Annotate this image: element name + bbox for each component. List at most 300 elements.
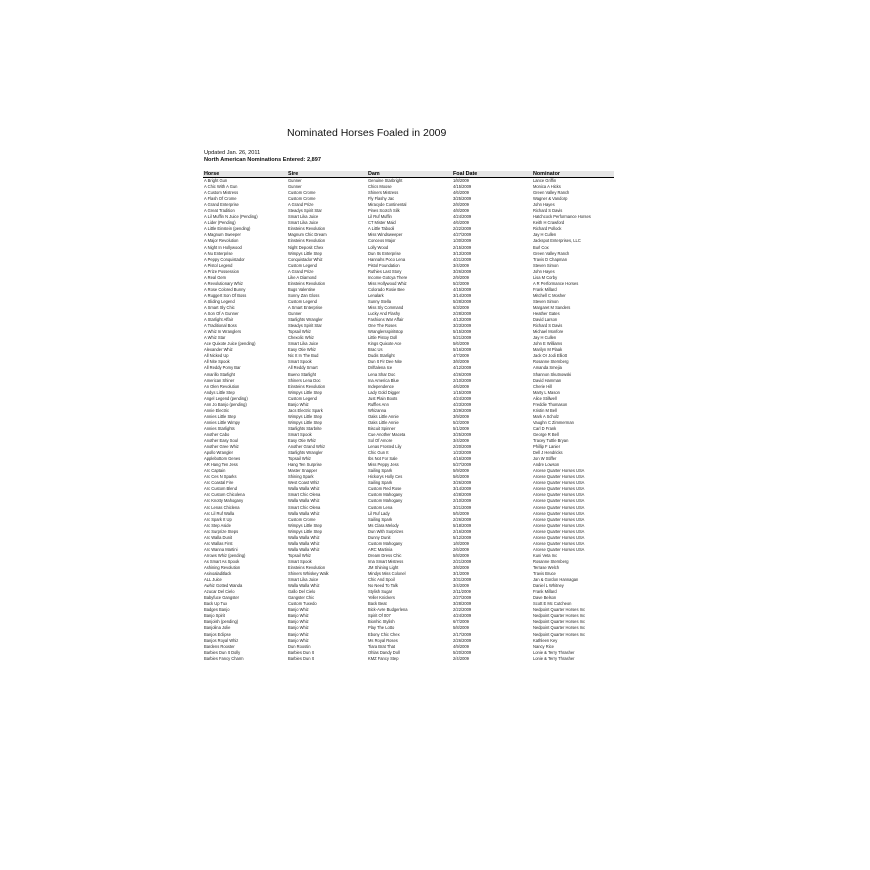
dam-cell: Play The Lotto [368,625,395,631]
dam-cell: Little Pistoy Doll [368,335,398,341]
sire-cell: Custom Crome [288,516,316,522]
document-title: Nominated Horses Foaled in 2009 [287,127,447,139]
sire-cell: Wimpys Little Step [288,250,322,256]
sire-cell: Gunner [288,184,302,190]
foal-date-cell: 4/24/2009 [453,214,472,220]
dam-cell: Lolly Wood [368,244,389,250]
dam-cell: Cue Another Maceta [368,431,406,437]
nominator-cell: Marty L Mason [533,389,560,395]
horse-cell: A Nu Enterprise [204,250,233,256]
sire-cell: Smart Chic Olena [288,504,321,510]
dam-cell: Dun Its Enterprise [368,250,401,256]
nominator-cell: Shannon Skutnowski [533,371,572,377]
sire-cell: Custom Crome [288,196,316,202]
nominator-cell: Andre Lowson [533,462,560,468]
foal-date-cell: 4/6/2009 [453,383,469,389]
dam-cell: Custom Mahogany [368,492,403,498]
nominator-cell: Michael Monfore [533,329,564,335]
foal-date-cell: 1/15/2009 [453,389,472,395]
dam-cell: Sunny Stella [368,298,391,304]
nominator-cell: Arcese Quarter Horses USA [533,492,585,498]
nominator-cell: Frank Millard [533,286,557,292]
dam-cell: Fashions War Affair [368,317,404,323]
horse-cell: A Bright Gun [204,178,228,183]
dam-cell: Wranglersspiritstop [368,329,403,335]
foal-date-cell: 2/10/2009 [453,498,472,504]
sire-cell: Starlights Wrangler [288,317,323,323]
sire-cell: Wimpys Little Step [288,389,322,395]
foal-date-cell: 2/21/2009 [453,558,472,564]
nominator-cell: Dave Belson [533,595,557,601]
horse-cell: A Major Revolution [204,238,239,244]
dam-cell: Miss Hollywood Whiz [368,280,407,286]
nominator-cell: Arcese Quarter Horses USA [533,468,585,474]
sire-cell: Wimpys Little Step [288,419,322,425]
foal-date-cell: 4/7/2009 [453,353,469,359]
nominator-cell: Nedpoint Quarter Horses Inc [533,619,586,625]
nominator-cell: Mark A Scholz [533,413,559,419]
dam-cell: Ibs Not For Sale [368,456,398,462]
nominations-count: North American Nominations Entered: 2,897 [204,157,321,163]
dam-cell: Ms Clara Melody [368,522,399,528]
sire-cell: Banjo Whiz [288,607,309,613]
sire-cell: Barbies Dun It [288,655,314,661]
dam-cell: One The Roses [368,323,397,329]
horse-cell: A Night In Hollywood [204,244,242,250]
foal-date-cell: 5/21/2009 [453,335,472,341]
sire-cell: Dun Roostin [288,643,311,649]
sire-cell: Banjo Whiz [288,619,309,625]
sire-cell: Topsail Whiz [288,552,311,558]
horse-cell: Arc Ces N Sparks [204,474,237,480]
foal-date-cell: 3/25/2009 [453,196,472,202]
horse-cell: ALL Juice [204,577,222,583]
foal-date-cell: 3/31/2009 [453,577,472,583]
nominator-cell: Jan & Gordon Hannagan [533,577,579,583]
sire-cell: Einsteins Revolution [288,280,326,286]
foal-date-cell: 4/15/2009 [453,286,472,292]
sire-cell: Wimpys Little Step [288,522,322,528]
dam-cell: Oaks Little Annie [368,419,399,425]
horse-cell: A Grand Enterprise [204,202,239,208]
sire-cell: Gunner [288,311,302,317]
horse-cell: Arc Surprize Steps [204,528,239,534]
dam-cell: Custom Mahogany [368,498,403,504]
nominator-cell: Alice Stillwell [533,395,557,401]
nominator-cell: Arcese Quarter Horses USA [533,540,585,546]
foal-date-cell: 3/4/2009 [453,262,469,268]
sire-cell: Walla Walla Whiz [288,486,320,492]
dam-cell: Lil Ruf Muffin [368,214,392,220]
foal-date-cell: 3/21/2009 [453,504,472,510]
horse-cell: An Olen Revolution [204,383,240,389]
nominator-cell: Freddie Thomason [533,401,568,407]
nominator-cell: John E Williams [533,341,563,347]
foal-date-cell: 3/4/2009 [453,438,469,444]
foal-date-cell: 3/9/2009 [453,413,469,419]
horse-cell: Arc Lenas Chiclena [204,504,240,510]
foal-date-cell: 3/23/2009 [453,323,472,329]
sire-cell: Custom Legend [288,395,317,401]
horse-cell: Angel Legend (pending) [204,395,248,401]
horse-cell: Arc Custom Blend [204,486,237,492]
dam-cell: Income Gotcya There [368,274,408,280]
dam-cell: Chic Gun It [368,450,389,456]
nominator-cell: Heather Gates [533,311,560,317]
nominator-cell: Scott E Mc Cutcheon [533,601,572,607]
dam-cell: Hickorys Holly Ces [368,474,403,480]
foal-date-cell: 2/9/2009 [453,274,469,280]
sire-cell: Walla Walla Whiz [288,546,320,552]
sire-cell: Conquistador Whiz [288,256,323,262]
nominator-cell: David Hamman [533,377,562,383]
sire-cell: Wimpys Little Step [288,413,322,419]
dam-cell: Independence [368,383,394,389]
horse-cell: Awhiz Gotted Wanda [204,583,243,589]
sire-cell: Barbies Dun It [288,649,314,655]
horse-cell: AR Hang Ten Jess [204,462,238,468]
horse-cell: Arc Custom Chicolena [204,492,245,498]
horse-cell: A Starlight Affair [204,317,234,323]
dam-cell: Ima Smart Mistress [368,558,404,564]
sire-cell: Shining Spark [288,474,314,480]
foal-date-cell: 5/27/2009 [453,462,472,468]
dam-cell: Tiara Brat That [368,643,396,649]
foal-date-cell: 3/14/2009 [453,486,472,492]
horse-cell: Banjos Eclipse [204,631,231,637]
foal-date-cell: 2/20/2009 [453,444,472,450]
horse-cell: A Son Of A Gunner [204,311,239,317]
horse-cell: Banjo Spirit [204,613,225,619]
dam-cell: Ms Royal Roses [368,637,398,643]
horse-cell: A Ruggert Son Of Boss [204,292,247,298]
foal-date-cell: 3/8/2009 [453,359,469,365]
table-row [203,656,614,662]
sire-cell: Banjo Whiz [288,637,309,643]
horse-cell: A Flash Of Crome [204,196,237,202]
nominator-cell: Rosanne Sternberg [533,558,569,564]
dam-cell: Chic And Spoil [368,577,395,583]
dam-cell: Bick-Avre Budgerlena [368,607,408,613]
foal-date-cell: 5/8/2009 [453,625,469,631]
sire-cell: Smart Lika Juice [288,214,319,220]
nominator-cell: Arcese Quarter Horses USA [533,516,585,522]
sire-cell: Bugs Valentine [288,286,316,292]
nominator-cell: Hatchcock Performance Horses [533,214,591,220]
dam-cell: Back Beat [368,601,387,607]
horse-cell: A Great Tradition [204,208,235,214]
horse-cell: Arc Captain [204,468,226,474]
nominator-cell: Steven Simon [533,262,559,268]
foal-date-cell: 5/15/2009 [453,329,472,335]
foal-date-cell: 3/14/2009 [453,292,472,298]
dam-cell: Oaks Little Annie [368,413,399,419]
dam-cell: Chics Moose [368,184,392,190]
foal-date-cell: 2/27/2009 [453,595,472,601]
nominator-cell: Travis Bruce [533,571,556,577]
dam-cell: Lil Ruf Lady [368,510,390,516]
nominator-cell: Jack Or Jodi Elliott [533,353,567,359]
dam-cell: KMZ Fancy Step [368,655,399,661]
dam-cell: Stylish Sugar [368,589,393,595]
nominator-cell: Steven Simon [533,298,559,304]
dam-cell: Dudis Starlight [368,353,395,359]
sire-cell: Smart Lika Juice [288,577,319,583]
nominator-cell: Kristin M Bell [533,407,557,413]
horse-cell: Another Cabo [204,431,230,437]
nominator-cell: Kuni Veta Inc [533,552,558,558]
nominator-cell: Arcese Quarter Horses USA [533,510,585,516]
horse-cell: Applebottom Genes [204,456,241,462]
horse-cell: Arc Coastal Fire [204,480,234,486]
sire-cell: Walla Walla Whiz [288,583,320,589]
sire-cell: Smart Spook [288,359,312,365]
dam-cell: Shiners Mistress [368,190,399,196]
sire-cell: Smart Lika Juice [288,341,319,347]
dam-cell: Driftalena Ice [368,365,393,371]
horse-cell: Arc Walla Dunit [204,534,233,540]
dam-cell: Lady Gold Digger [368,389,400,395]
nominator-cell: Frank Millard [533,589,557,595]
sire-cell: Like A Diamond [288,274,317,280]
nominator-cell: Nancy Rice [533,643,554,649]
nominator-cell: Amanda Smejia [533,365,562,371]
nominator-cell: Jon W Stiffer [533,456,557,462]
foal-date-cell: 4/26/2009 [453,371,472,377]
sire-cell: Jacs Electric Spark [288,407,323,413]
nominator-cell: Arcese Quarter Horses USA [533,498,585,504]
horse-cell: Annie Electric [204,407,230,413]
foal-date-cell: 5/2/2009 [453,419,469,425]
nominator-cell: Nedpoint Quarter Horses Inc [533,613,586,619]
horse-cell: A Whiz In Wranglers [204,329,242,335]
table-body [203,178,614,662]
dam-cell: Lenalark [368,292,384,298]
foal-date-cell: 4/23/2009 [453,401,472,407]
sire-cell: Custom Tuxedo [288,601,317,607]
horse-cell: Annies Starlights [204,425,235,431]
nominator-cell: David Larson [533,317,558,323]
dam-cell: Dun With Surprizes [368,528,404,534]
horse-cell: A Peppy Conquistador [204,256,245,262]
horse-cell: Asinoaladitlack [204,571,232,577]
sire-cell: Steadys Spirit Star [288,323,322,329]
nominator-cell: Green Valley Ranch [533,250,570,256]
nominator-cell: Nedpoint Quarter Horses Inc [533,631,586,637]
foal-date-cell: 4/28/2009 [453,492,472,498]
nominator-cell: Cherie Hill [533,383,552,389]
dam-cell: Custom Red Rose [368,486,402,492]
dam-cell: Sailing Spark [368,516,393,522]
horse-cell: Another Gree Whiz [204,444,239,450]
dam-cell: Miss Windsweeper [368,232,403,238]
sire-cell: All Reddy Smart [288,365,318,371]
foal-date-cell: 5/18/2009 [453,522,472,528]
horse-cell: Arc Wallas First [204,540,233,546]
dam-cell: Whizanna [368,407,387,413]
horse-cell: Annies Little Step [204,413,236,419]
dam-cell: Fly Flashy Jac [368,196,395,202]
horse-cell: A Chic With A Gun [204,184,238,190]
nominator-cell: Green Valley Ranch [533,190,570,196]
foal-date-cell: 5/9/2009 [453,468,469,474]
horse-cell: A Rose Colored Bunny [204,286,246,292]
dam-cell: Biscuit Spinner [368,425,396,431]
nominator-cell: Marilyn M Plaak [533,347,563,353]
horse-cell: Ann Jo Banjo (pending) [204,401,247,407]
sire-cell: A Grand Prize [288,268,314,274]
foal-date-cell: 3/8/2009 [453,565,469,570]
sire-cell: Gunner [288,178,302,183]
sire-cell: Easy Otie Whiz [288,438,316,444]
foal-date-cell: 2/4/2009 [453,655,469,661]
nominator-cell: Tracey Tuttle Bryan [533,438,569,444]
foal-date-cell: 4/16/2009 [453,456,472,462]
dam-cell: Genuine Starbright [368,178,403,183]
header-sire: Sire [287,171,367,178]
dam-cell: Miss Sly Command [368,304,404,310]
nominator-cell: Arcese Quarter Horses USA [533,474,585,480]
foal-date-cell: 5/6/2009 [453,474,469,480]
sire-cell: West Coast Whiz [288,480,320,486]
dam-cell: Dunny Dunit [368,534,391,540]
horse-cell: Back Up Tux [204,601,228,607]
nominator-cell: Arcese Quarter Horses USA [533,486,585,492]
horse-cell: Badges Banjo [204,607,230,613]
dam-cell: Sailing Spark [368,468,393,474]
foal-date-cell: 2/26/2009 [453,637,472,643]
sire-cell: Wimpys Little Step [288,528,322,534]
horse-cell: All Nite Spook [204,359,230,365]
foal-date-cell: 5/16/2009 [453,347,472,353]
dam-cell: Miracyde Continental [368,202,407,208]
dam-cell: Lucky And Flashy [368,311,401,317]
foal-date-cell: 5/1/2009 [453,425,469,431]
updated-date: Updated Jan. 26, 2011 [204,150,261,156]
horse-cell: Barbies Dun It Dolly [204,649,241,655]
dam-cell: Brac Us [368,347,383,353]
sire-cell: Master Snapper [288,468,318,474]
nominator-cell: Phillip F Lanier [533,444,561,450]
sire-cell: Steadys Spirit Star [288,208,322,214]
foal-date-cell: 2/8/2009 [453,202,469,208]
foal-date-cell: 2/6/2009 [453,546,469,552]
sire-cell: Einsteins Revolution [288,226,326,232]
horse-cell: Andys Little Step [204,389,235,395]
horse-cell: Banjos Royal Whiz [204,637,239,643]
dam-cell: Colorado Rosie Bee [368,286,405,292]
dam-cell: Bionhic Stylish [368,619,395,625]
horse-cell: Arc Knotty Mahogany [204,498,244,504]
dam-cell: Pistol Foundation [368,262,400,268]
horse-cell: Ace Quixote Juice (pending) [204,341,256,347]
sire-cell: Walla Walla Whiz [288,540,320,546]
foal-date-cell: 2/22/2009 [453,607,472,613]
foal-date-cell: 2/26/2009 [453,516,472,522]
foal-date-cell: 4/15/2009 [453,184,472,190]
horse-cell: Bardens Rooster [204,643,235,649]
dam-cell: Mindys Miss Colonel [368,571,406,577]
dam-cell: CT Mister Maid [368,220,396,226]
foal-date-cell: 3/13/2009 [453,250,472,256]
sire-cell: Easy Otie Whiz [288,347,316,353]
sire-cell: Walla Walla Whiz [288,498,320,504]
horse-cell: Arc Step Aside [204,522,231,528]
foal-date-cell: 5/8/2009 [453,552,469,558]
sire-cell: Another Grand Whiz [288,444,326,450]
sire-cell: Smart Spook [288,558,312,564]
nominator-cell: Terrase Welch [533,565,560,570]
horse-cell: A Traditional Boss [204,323,237,329]
foal-date-cell: 3/28/2009 [453,601,472,607]
horse-cell: Amarillo Starlight [204,371,235,377]
foal-date-cell: 2/22/2009 [453,226,472,232]
horse-cell: Banjolina Jolie [204,625,231,631]
horse-cell: Arc Lil Ruf Walla [204,510,235,516]
dam-cell: No Need To Talk [368,583,398,589]
nominations-table-wrap [203,171,614,662]
nominator-cell: Daniel L Whitney [533,583,564,589]
sire-cell: A Smart Enterprise [288,304,323,310]
nominator-cell: A R Performance Horses [533,280,579,286]
dam-cell: Kings Quixote Ace [368,341,402,347]
foal-date-cell: 5/2/2009 [453,280,469,286]
sire-cell: Shiners Lena Doc [288,377,321,383]
foal-date-cell: 4/6/2009 [453,220,469,226]
dam-cell: Miss Peppy Jess [368,462,399,468]
foal-date-cell: 5/12/2009 [453,534,472,540]
nominator-cell: Kathleen Key [533,637,558,643]
nominator-cell: John Hayes [533,268,555,274]
horse-cell: A Whiz Star [204,335,226,341]
nominator-cell: Travis D Chapman [533,256,567,262]
dam-cell: Sol Of Amore [368,438,393,444]
horse-cell: A Revolutionary Whiz [204,280,243,286]
foal-date-cell: 2/28/2009 [453,311,472,317]
sire-cell: Starlights Starbrite [288,425,322,431]
sire-cell: Starlights Wrangler [288,450,323,456]
horse-cell: Arc Spark It Up [204,516,232,522]
dam-cell: Sailing Spark [368,480,393,486]
nominator-cell: Arcese Quarter Horses USA [533,522,585,528]
foal-date-cell: 5/5/2009 [453,510,469,516]
foal-date-cell: 4/9/2009 [453,643,469,649]
horse-cell: Babyfuce Gangster [204,595,240,601]
horse-cell: A Little Einstein (pending) [204,226,251,232]
nominator-cell: Lonie & Terry Thrasher [533,649,575,655]
dam-cell: Custom Mahogany [368,540,403,546]
dam-cell: Lena Shar Doc [368,371,396,377]
horse-cell: Ashining Revolution [204,565,241,570]
nominator-cell: Margaret M Sanders [533,304,571,310]
foal-date-cell: 2/11/2009 [453,589,471,595]
horse-cell: Another Easy Soul [204,438,238,444]
nominator-cell: Vaughn C Zimmerman [533,419,574,425]
sire-cell: Banjo Whiz [288,631,309,637]
dam-cell: ARC Martinia [368,546,393,552]
sire-cell: Bueno Starlight [288,371,316,377]
foal-date-cell: 1/23/2009 [453,450,472,456]
foal-date-cell: 3/26/2009 [453,268,472,274]
horse-cell: A Pistol Legend [204,262,233,268]
foal-date-cell: 4/27/2009 [453,232,472,238]
foal-date-cell: 5/6/2009 [453,341,469,347]
foal-date-cell: 3/1/2009 [453,571,469,577]
nominator-cell: Jay H Cullen [533,232,557,238]
foal-date-cell: 4/8/2009 [453,208,469,214]
nominator-cell: Nedpoint Quarter Horses Inc [533,625,586,631]
nominator-cell: Monica A Hicks [533,184,561,190]
